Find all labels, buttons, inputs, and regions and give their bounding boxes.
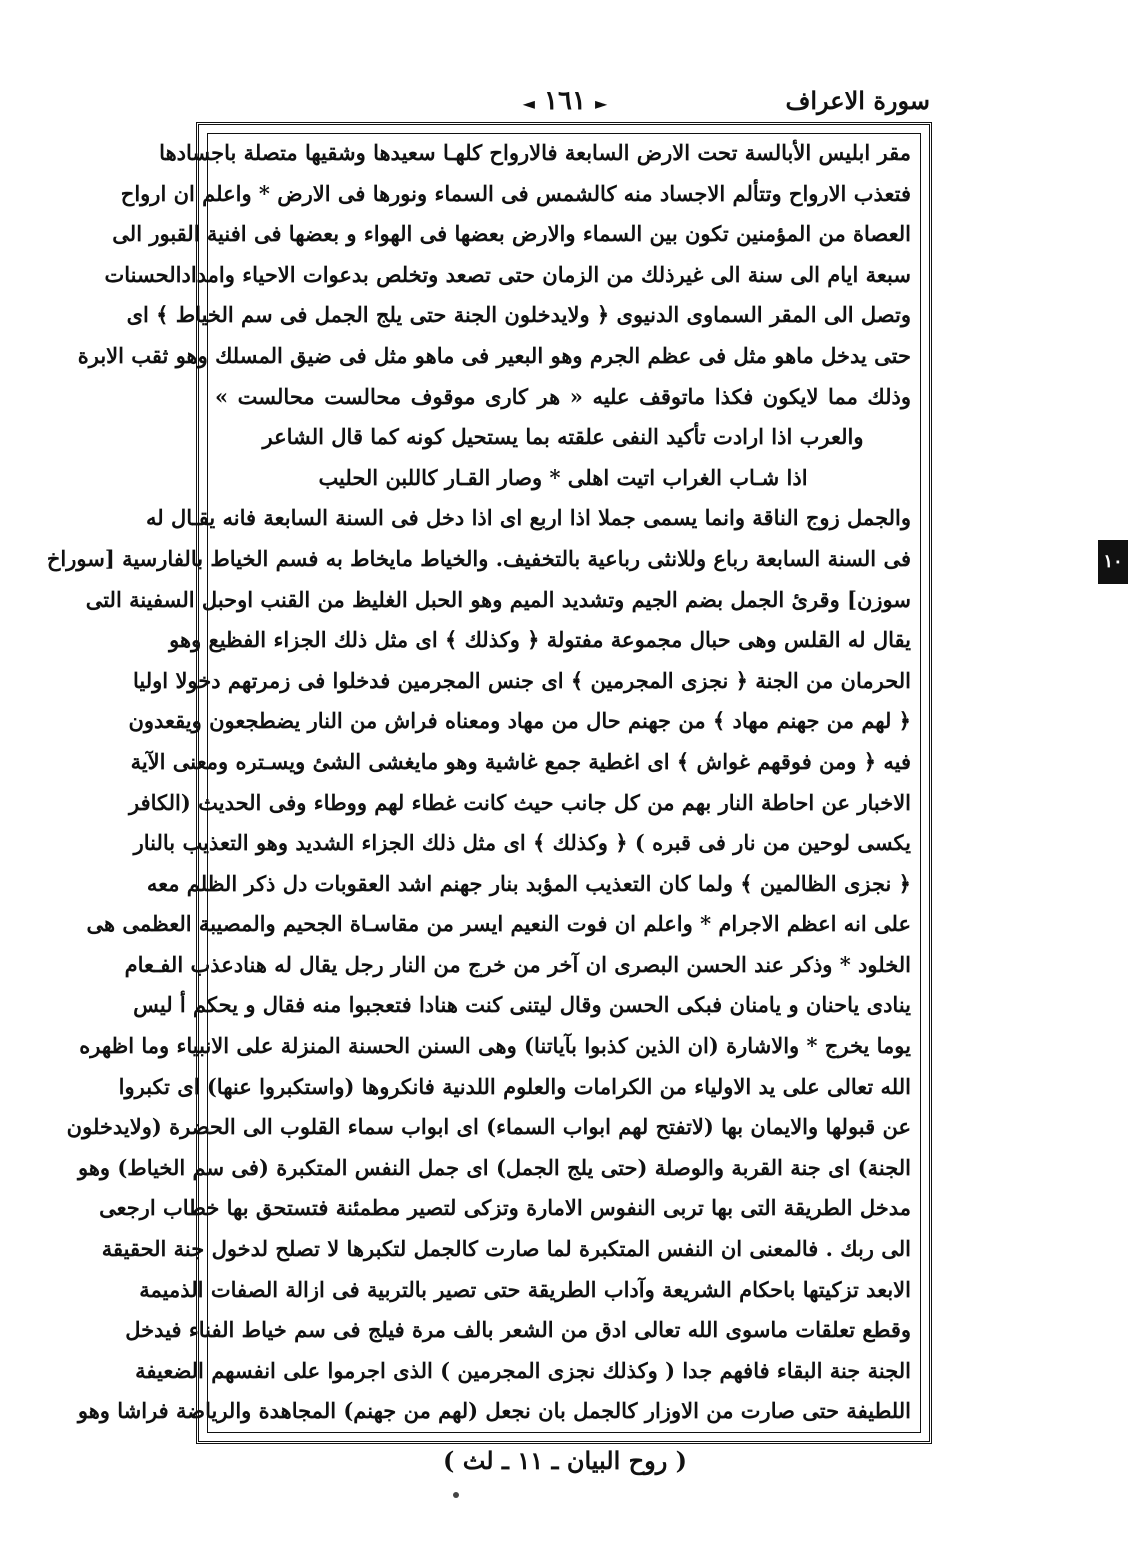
text-line: حتى يدخل ماهو مثل فى عظم الجرم وهو البعير فى ماهو مثل فى ضيق المسلك وهو ثقب الابرة [77,342,911,368]
text-line: الخلود * وذكر عند الحسن البصرى ان آخر من خرج من النار رجل يقال له هنادعذب الفـعام [124,951,911,977]
text-line: مقر ابليس الأبالسة تحت الارض السابعة فالارواح كلهـا سعيدها وشقيها متصلة باجسادها [159,140,911,165]
text-line: ينادى ياحنان و يامنان فبكى الحسن وقال ليتنى كنت هنادا فتعجبوا منه فقال و يحكم أ ليس [133,992,911,1018]
text-line: الجنة) اى جنة القربة والوصلة (حتى يلج الجمل) اى جمل النفس المتكبرة (فى سم الخياط) وهو [77,1154,911,1180]
text-frame [46,122,932,1444]
text-line: اللطيفة حتى صارت من الاوزار كالجمل بان نجعل (لهم من جهنم) المجاهدة والرياضة فراشا وهو [77,1398,911,1424]
text-line: العصاة من المؤمنين تكون بين السماء والارض بعضها فى الهواء و بعضها فى افنية القبور الى [112,221,911,247]
text-line: الحرمان من الجنة ﴿ نجزى المجرمين ﴾ اى جنس المجرمين فدخلوا فى زمرتهم دخولا اوليا [133,667,911,693]
surah-title: سورة الاعراف [785,86,930,115]
text-line: ﴿ لهم من جهنم مهاد ﴾ من جهنم حال من مهاد ومعناه فراش من النار يضطجعون ويقعدون [128,708,911,734]
ornament-right-icon: ► [595,94,608,113]
text-line: والعرب اذا ارادت تأكيد النفى علقته بما يستحيل كونه كما قال الشاعر [262,424,864,450]
text-line: الابعد تزكيتها باحكام الشريعة وآداب الطريقة حتى تصير بالتربية فى ازالة الصفات الذميمة [139,1276,911,1302]
text-line: ﴿ نجزى الظالمين ﴾ ولما كان التعذيب المؤبد بنار جهنم اشد العقوبات دل ذكر الظلم معه [146,870,911,896]
text-line: سبعة ايام الى سنة الى غيرذلك من الزمان حتى تصعد وتخلص بدعوات الاحياء وامدادالحسنات [104,261,911,287]
side-tab-marker: ١٠ [1098,540,1128,584]
text-line: وذلك مما لايكون فكذا ماتوقف عليه « هر كارى موقوف محالست محالست » [215,383,911,409]
text-line: عن قبولها والايمان بها (لاتفتح لهم ابواب السماء) اى ابواب سماء القلوب الى الحضرة (ولايدخلون [66,1114,911,1140]
text-line: فى السنة السابعة رباع وللانثى رباعية بالتخفيف. والخياط مايخاط به فسم الخياط بالفارسية [سوراخ [46,545,911,571]
text-line: الى ربك . فالمعنى ان النفس المتكبرة لما صارت كالجمل لتكبرها لا تصلح لدخول جنة الحقيقة [101,1236,911,1262]
poetry-line: اذا شـاب الغراب اتيت اهلى * وصار القـار كاللبن الحليب [318,464,808,490]
text-line: الله تعالى على يد الاولياء من الكرامات والعلوم اللدنية فانكروها (واستكبروا عنها) اى تكبروا [118,1073,911,1099]
text-line: وتصل الى المقر السماوى الدنيوى ﴿ ولايدخلون الجنة حتى يلج الجمل فى سم الخياط ﴾ اى [126,302,911,328]
text-line: فيه ﴿ ومن فوقهم غواش ﴾ اى اغطية جمع غاشية وهو مايغشى الشئ ويسـتره ومعنى الآية [130,748,911,774]
text-line: سوزن] وقرئ الجمل بضم الجيم وتشديد الميم وهو الحبل الغليظ من القنب اوحبل السفينة التى [85,586,911,612]
text-line: والجمل زوج الناقة وانما يسمى جملا اذا اربع اى اذا دخل فى السنة السابعة فانه يقـال له [145,505,911,531]
text-line: الجنة جنة البقاء فافهم جدا ( وكذلك نجزى المجرمين ) الذى اجرموا على انفسهم الضعيفة [135,1357,911,1383]
body-text [46,133,911,1433]
text-line: مدخل الطريقة التى بها تربى النفوس الامارة وتزكى لتصير مطمئنة فتستحق بها خطاب ارجعى [99,1195,911,1221]
page-number: ١٦١ [544,86,586,116]
text-line: يكسى لوحين من نار فى قبره ) ﴿ وكذلك ﴾ اى مثل ذلك الجزاء الشديد وهو التعذيب بالنار [133,830,911,856]
footer-signature: ( روح البيان ـ ١١ ـ لث ) [442,1446,687,1475]
text-line: الاخبار عن احاطة النار بهم من كل جانب حيث كانت غطاء لهم ووطاء وفى الحديث (الكافر [129,789,911,815]
text-line: وقطع تعلقات ماسوى الله تعالى ادق من الشعر بالف مرة فيلج فى سم خياط الفناء فيدخل [125,1317,911,1343]
text-line: يوما يخرج * والاشارة (ان الذين كذبوا بآياتنا) وهى السنن الحسنة المنزلة على الانبياء وما اظهره [79,1033,911,1059]
text-line: يقال له القلس وهى حبال مجموعة مفتولة ﴿ وكذلك ﴾ اى مثل ذلك الجزاء الفظيع وهو [169,627,911,653]
ink-dot [453,1492,459,1498]
page-header [195,86,930,120]
page-number-block [505,86,625,116]
text-line: على انه اعظم الاجرام * واعلم ان فوت النعيم ايسر من مقاسـاة الجحيم والمصيبة العظمى هى [86,911,911,937]
text-line: فتعذب الارواح وتتألم الاجساد منه كالشمس فى السماء ونورها فى الارض * واعلم ان ارواح [120,180,911,206]
ornament-left-icon: ◄ [522,94,535,113]
